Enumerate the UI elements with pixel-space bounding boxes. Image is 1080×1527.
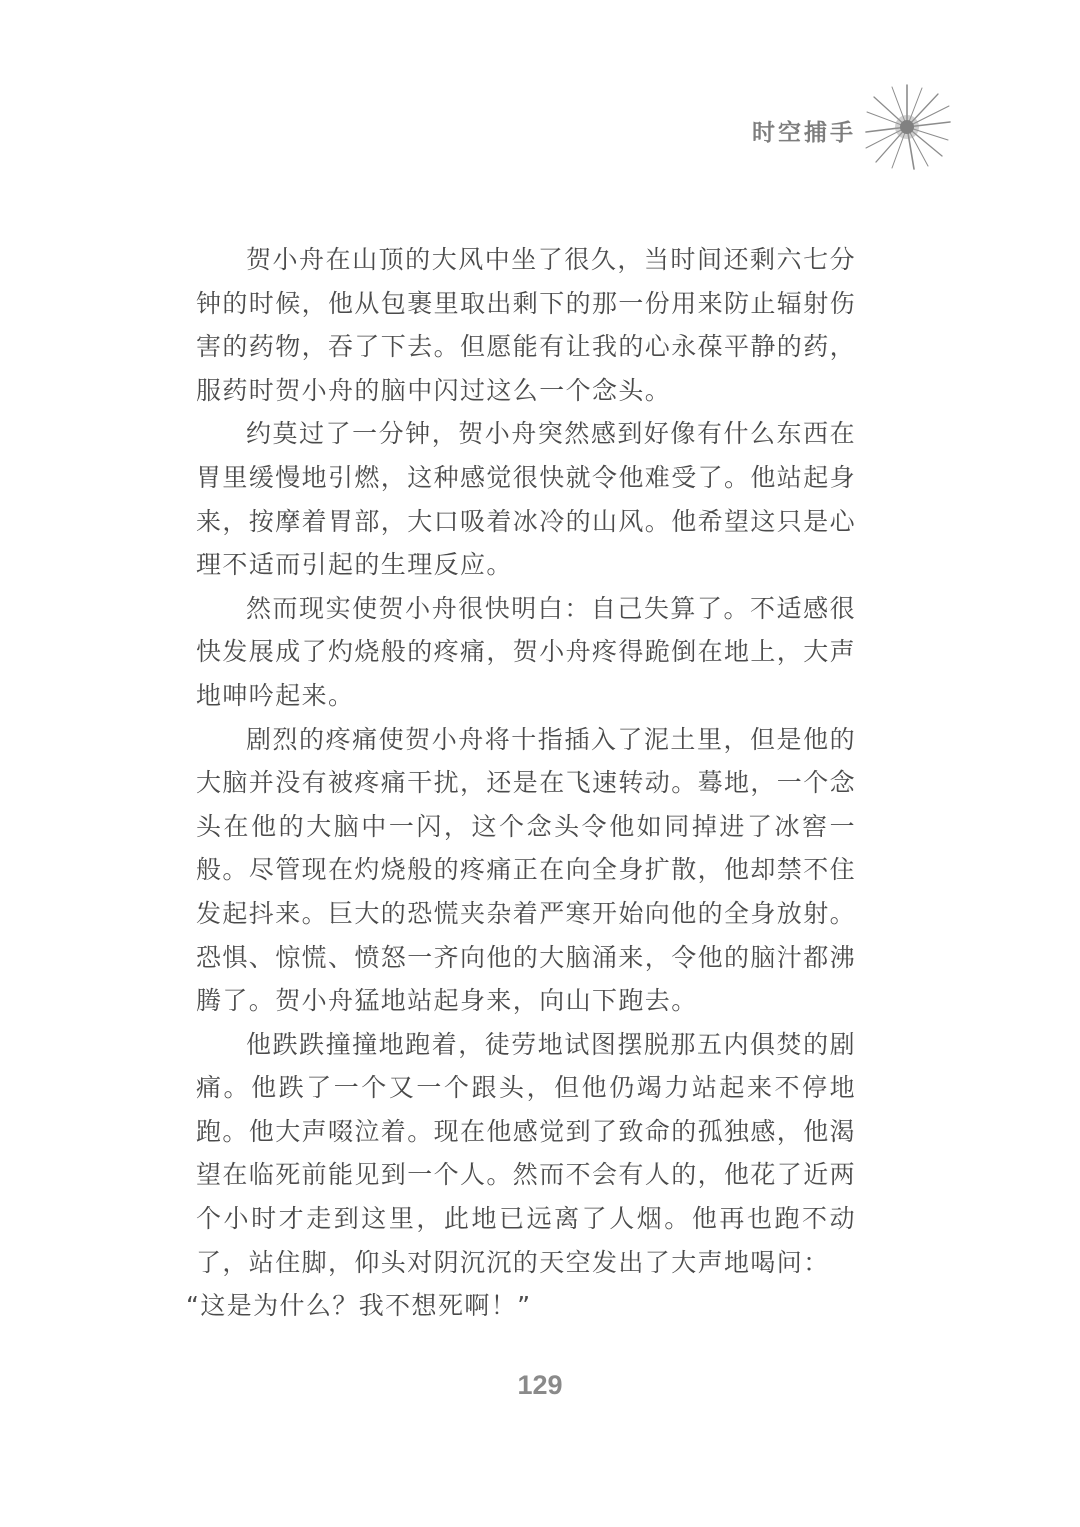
paragraph: 然而现实使贺小舟很快明白：自己失算了。不适感很快发展成了灼烧般的疼痛，贺小舟疼得跪倒在地上，大声地呻吟起来。 (196, 593, 857, 710)
body-text (186, 238, 857, 1328)
paragraph: 他跌跌撞撞地跑着，徒劳地试图摆脱那五内俱焚的剧痛。他跌了一个又一个跟头，但他仍竭力站起来不停地跑。他大声啜泣着。现在他感觉到了致命的孤独感，他渴望在临死前能见到一个人。然而不会有人的，他花了近两个小时才走到这里，此地已远离了人烟。他再也跑不动了，站住脚，仰头对阴沉沉的天空发出了大声地喝问： (196, 1029, 857, 1277)
paragraph: 约莫过了一分钟，贺小舟突然感到好像有什么东西在胃里缓慢地引燃，这种感觉很快就令他难受了。他站起身来，按摩着胃部，大口吸着冰冷的山风。他希望这只是心理不适而引起的生理反应。 (196, 419, 857, 580)
paragraph: 贺小舟在山顶的大风中坐了很久，当时间还剩六七分钟的时候，他从包裹里取出剩下的那一份用来防止辐射伤害的药物，吞了下去。但愿能有让我的心永葆平静的药，服药时贺小舟的脑中闪过这么一个念头。 (196, 245, 857, 405)
book-title: 时空捕手 (752, 119, 856, 146)
page-number: 129 (517, 1370, 563, 1400)
paragraph-quote: “这是为什么？我不想死啊！” (186, 1291, 532, 1321)
running-header (752, 82, 952, 172)
starburst-icon (862, 82, 952, 172)
paragraph: 剧烈的疼痛使贺小舟将十指插入了泥土里，但是他的大脑并没有被疼痛干扰，还是在飞速转动。蓦地，一个念头在他的大脑中一闪，这个念头令他如同掉进了冰窖一般。尽管现在灼烧般的疼痛正在向全身扩散，他却禁不住发起抖来。巨大的恐慌夹杂着严寒开始向他的全身放射。恐惧、惊慌、愤怒一齐向他的大脑涌来，令他的脑汁都沸腾了。贺小舟猛地站起身来，向山下跑去。 (196, 724, 857, 1016)
